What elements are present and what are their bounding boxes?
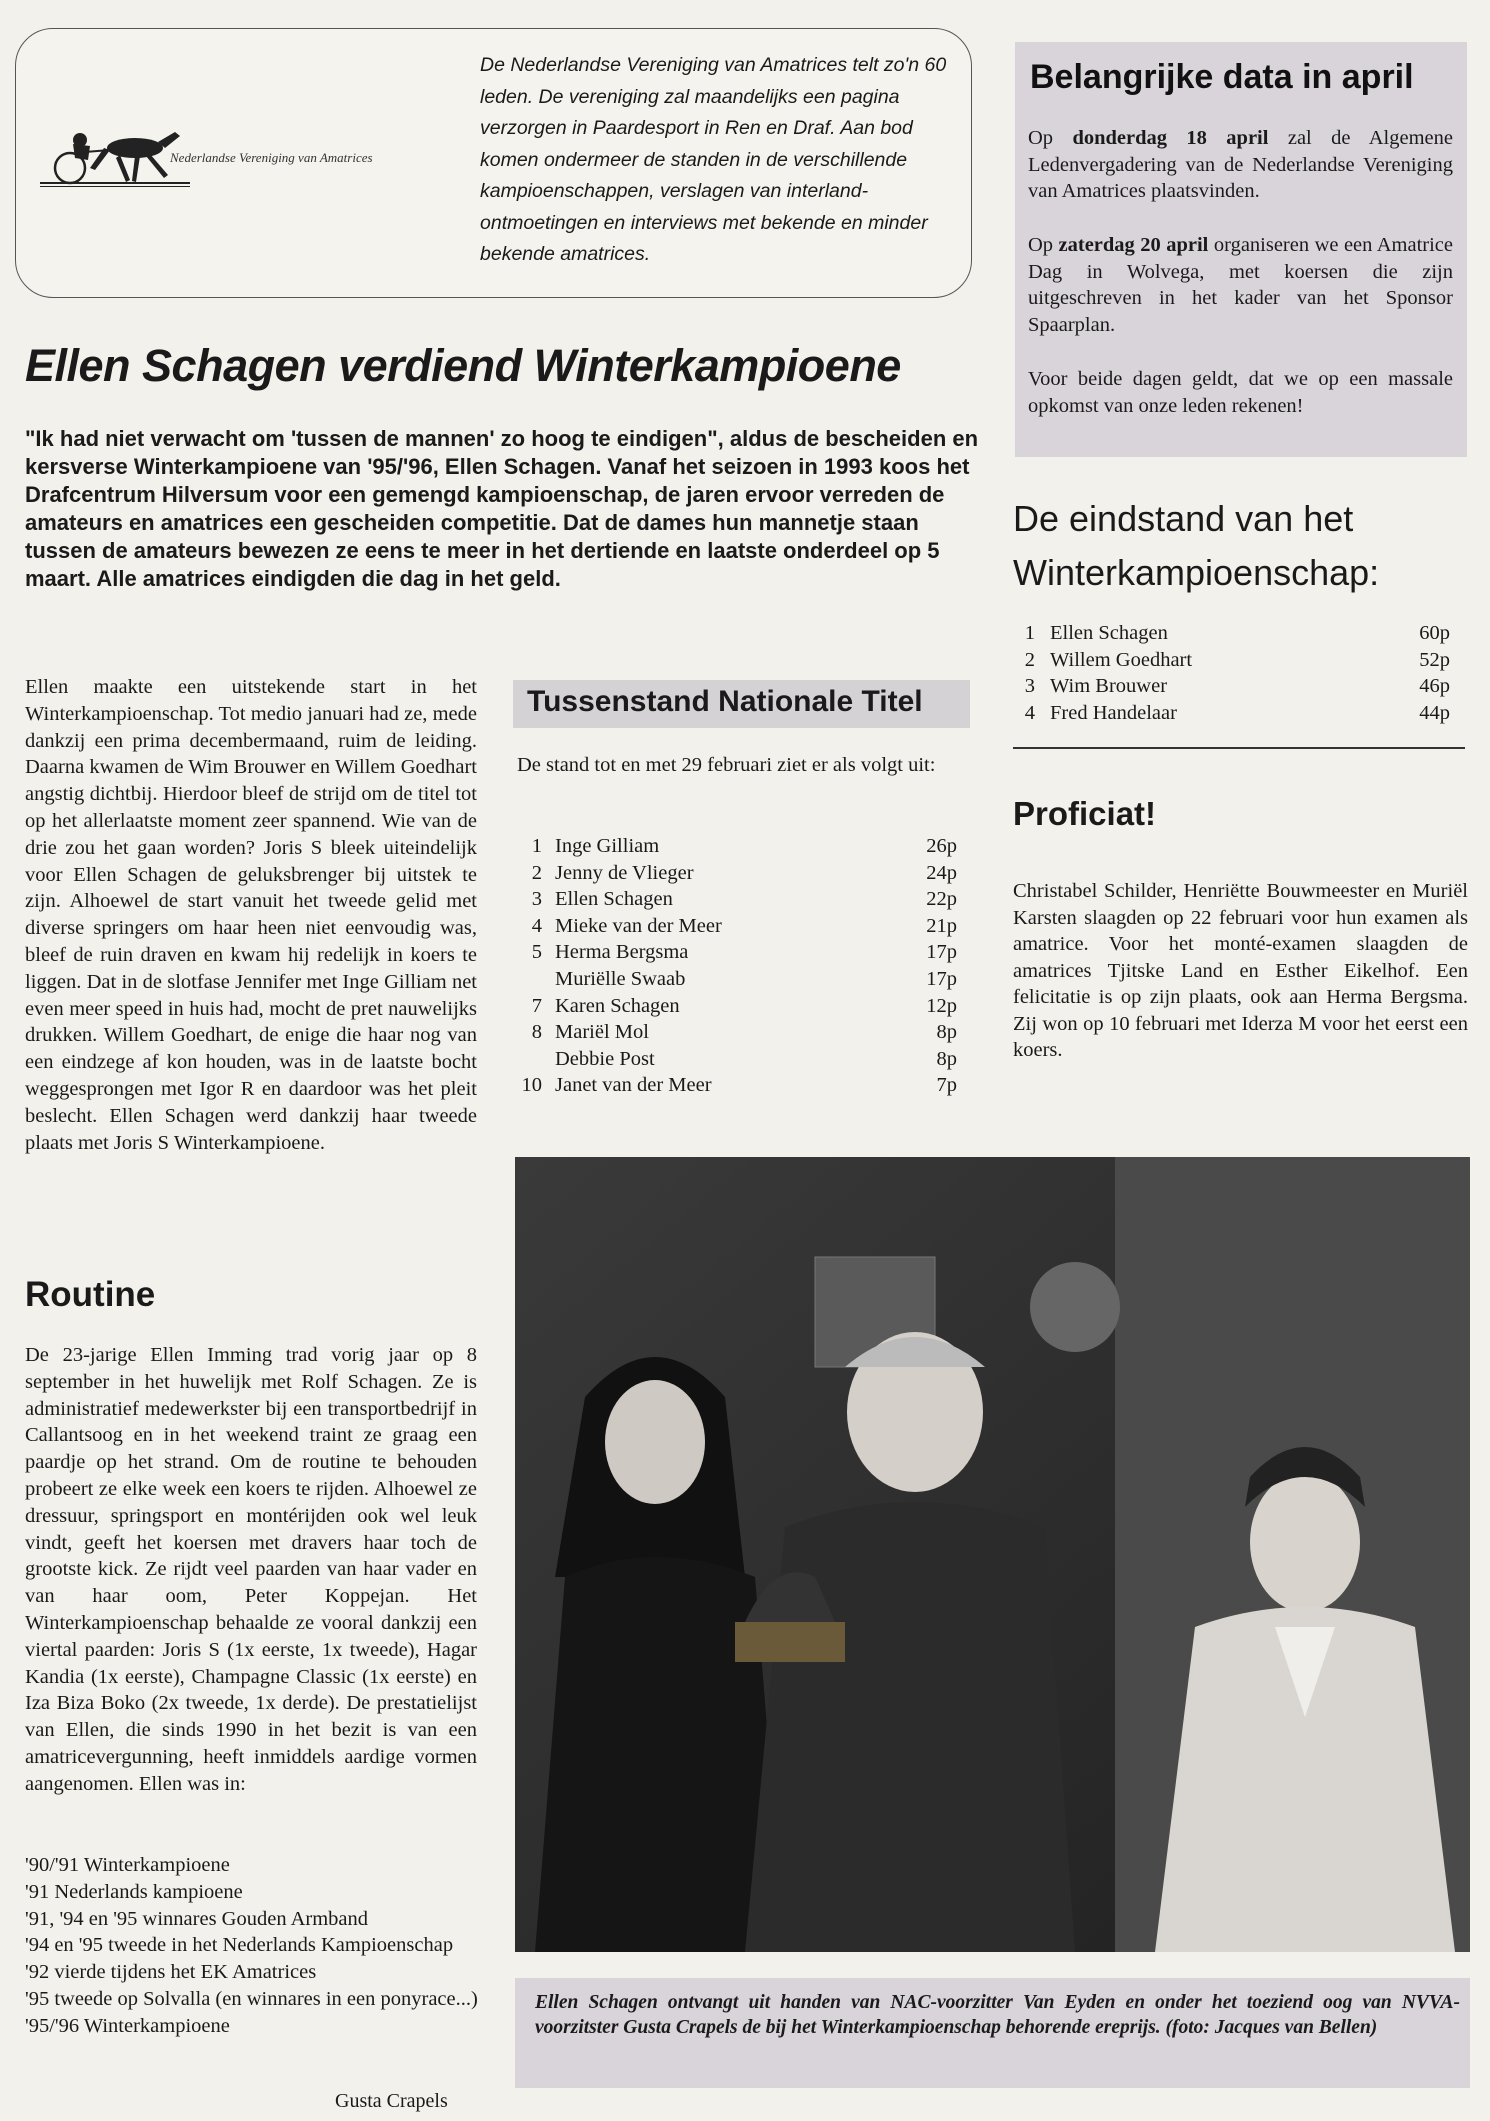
points: 21p xyxy=(926,914,957,937)
article-lead: "Ik had niet verwacht om 'tussen de mannen' zo hoog te eindigen", aldus de bescheiden en kersverse Winterkampioene van '95/'96, Ellen Schagen. Vanaf het seizoen in 1993 koos het Drafcentrum Hilversum voor een gemengd kampioenschap, de jaren ervoor verreden de amateurs en amatrices een gescheiden competitie. Dat de dames hun mannetje staan tussen de amateurs bewezen ze eens te meer in het dertiende en laatste onderdeel op 5 maart. Alle amatrices eindigden die dag in het geld. xyxy=(25,426,979,591)
points: 8p xyxy=(936,1047,957,1070)
points: 52p xyxy=(1419,648,1450,671)
rank: 8 xyxy=(531,1021,542,1044)
final-standings-row xyxy=(1010,673,1450,700)
name: Muriëlle Swaab xyxy=(555,968,686,990)
rank: 10 xyxy=(521,1074,542,1097)
rank: 1 xyxy=(1024,622,1035,644)
achievement-item: '92 vierde tijdens het EK Amatrices xyxy=(25,1961,317,1984)
points: 60p xyxy=(1419,622,1450,644)
final-standings-row xyxy=(1010,647,1450,674)
final-standings-heading: De eindstand van het Winterkampioenschap: xyxy=(1013,498,1380,593)
article-body-2: De 23-jarige Ellen Imming trad vorig jaar op 8 september in het huwelijk met Rolf Schagen. Ze is administratief medewerkster bij een transportbedrijf in Callantsoog en in het weekend traint ze graag een paardje op het strand. Om de routine te behouden probeert ze elke week een koers te rijden. Alhoewel ze dressuur, springsport en montérijden ook wel leuk vindt, geeft het koersen met dravers haar toch de grootste kick. Ze rijdt veel paarden van haar vader en van haar oom, Peter Koppejan. Het Winterkampioenschap behaalde ze vooral dankzij een viertal paarden: Joris S (1x eerste, 1x tweede), Hagar Kandia (1x eerste), Champagne Classic (1x eerste) en Iza Biza Boko (2x tweede, 1x derde). De prestatielijst van Ellen, die sinds 1990 in het bezit is van een amatricevergunning, heeft inmiddels aardige vormen aangenomen. Ellen was in: xyxy=(25,1344,477,1795)
name: Jenny de Vlieger xyxy=(555,861,694,884)
article-title: Ellen Schagen verdiend Winterkampioene xyxy=(25,340,901,391)
achievement-item: '91 Nederlands kampioene xyxy=(25,1880,243,1903)
points: 24p xyxy=(926,861,957,884)
name: Fred Handelaar xyxy=(1050,701,1177,724)
standings-title: Tussenstand Nationale Titel xyxy=(527,685,923,718)
points: 8p xyxy=(936,1021,957,1044)
rank: 5 xyxy=(531,941,542,964)
dates-paragraph-3: Voor beide dagen geldt, dat we op een massale opkomst van onze leden rekenen! xyxy=(1028,368,1453,417)
rank: 4 xyxy=(1024,701,1035,724)
rank: 4 xyxy=(531,914,542,937)
points: 44p xyxy=(1419,701,1450,724)
standings-row xyxy=(517,1072,957,1099)
dates-paragraph-2: Op zaterdag 20 april organiseren we een Amatrice Dag in Wolvega, met koersen die zijn uitgeschreven in het kader van het Sponsor Spaarplan. xyxy=(1028,234,1453,336)
final-standings-row xyxy=(1010,620,1450,647)
proficiat-heading: Proficiat! xyxy=(1013,795,1157,832)
standings-row xyxy=(517,1019,957,1046)
proficiat-text: Christabel Schilder, Henriëtte Bouwmeester en Muriël Karsten slaagden op 22 februari voor hun examen als amatrice. Voor het monté-examen slaagden de amatrices Tjitske Land en Esther Eikelhof. Een felicitatie is op zijn plaats, ook aan Herma Bergsma. Zij won op 10 februari met Iderza M voor het eerst een koers. xyxy=(1013,880,1468,1061)
achievement-item: '95 tweede op Solvalla (en winnares in een ponyrace...) xyxy=(25,1987,478,2010)
achievement-item: '91, '94 en '95 winnares Gouden Armband xyxy=(25,1907,369,1930)
name: Janet van der Meer xyxy=(555,1074,712,1097)
intro-text: De Nederlandse Vereniging van Amatrices telt zo'n 60 leden. De vereniging zal maandelijks een pagina verzorgen in Paardesport in Ren en Draf. Aan bod komen ondermeer de standen in de verschillende kampioenschappen, verslagen van interland-ontmoetingen en interviews met bekende en minder bekende amatrices. xyxy=(480,54,947,265)
name: Debbie Post xyxy=(555,1047,655,1070)
name: Willem Goedhart xyxy=(1050,648,1193,671)
rank: 2 xyxy=(1024,648,1035,671)
points: 26p xyxy=(926,835,957,857)
points: 17p xyxy=(926,941,957,964)
article-body-1: Ellen maakte een uitstekende start in het Winterkampioenschap. Tot medio januari had ze, mede dankzij een prima decembermaand, ruim de leiding. Daarna kwamen de Wim Brouwer en Willem Goedhart angstig dichtbij. Hierdoor bleef de strijd om de titel tot op het allerlaatste moment zeer spannend. Wie van de drie zou het gaan worden? Joris S bleek uiteindelijk voor Ellen Schagen de geluksbrenger bij uitstek te zijn. Alhoewel de start vanuit het tweede gelid met diverse springers om haar heen niet eenvoudig was, bleef de ruin draven en kwam hij redelijk in koers te liggen. Dat in de slotfase Jennifer met Inge Gilliam net even meer speed in huis had, mocht de pret nauwelijks drukken. Willem Goedhart, de enige die haar nog van een eindzege af kon houden, was in de laatste bocht weggesprongen met Igor R en daardoor was het pleit beslecht. Ellen Schagen werd dankzij haar tweede plaats met Joris S Winterkampioene. xyxy=(25,676,477,1154)
standings-row xyxy=(517,913,957,940)
achievement-item: '90/'91 Winterkampioene xyxy=(25,1854,230,1876)
achievement-item: '95/'96 Winterkampioene xyxy=(25,2014,230,2037)
standings-row xyxy=(517,939,957,966)
photo-caption: Ellen Schagen ontvangt uit handen van NAC-voorzitter Van Eyden en onder het toeziend oog van NVVA-voorzitster Gusta Crapels de bij het Winterkampioenschap behorende ereprijs. (foto: Jacques van Bellen) xyxy=(535,1992,1460,2038)
logo-name: Nederlandse Vereniging van Amatrices xyxy=(170,150,373,165)
points: 12p xyxy=(926,994,957,1017)
author: Gusta Crapels xyxy=(335,2090,448,2112)
name: Herma Bergsma xyxy=(555,941,689,964)
rank: 7 xyxy=(531,994,542,1017)
standings-row xyxy=(517,833,957,860)
achievement-item: '94 en '95 tweede in het Nederlands Kampioenschap xyxy=(25,1934,454,1957)
name: Karen Schagen xyxy=(555,994,680,1017)
rank: 2 xyxy=(531,861,542,884)
points: 17p xyxy=(926,968,957,990)
points: 46p xyxy=(1419,675,1450,698)
name: Ellen Schagen xyxy=(1050,622,1168,644)
final-standings-table xyxy=(1010,620,1450,730)
name: Mariël Mol xyxy=(555,1021,649,1044)
important-dates-title: Belangrijke data in april xyxy=(1030,58,1414,96)
points: 7p xyxy=(936,1074,957,1097)
points: 22p xyxy=(926,888,957,911)
standings-intro: De stand tot en met 29 februari ziet er als volgt uit: xyxy=(517,754,936,776)
standings-row xyxy=(517,966,957,993)
standings-row xyxy=(517,993,957,1020)
rank: 3 xyxy=(1024,675,1035,698)
name: Mieke van der Meer xyxy=(555,914,722,937)
routine-heading: Routine xyxy=(25,1275,156,1314)
rank: 1 xyxy=(531,835,542,857)
name: Wim Brouwer xyxy=(1050,675,1168,698)
name: Ellen Schagen xyxy=(555,888,673,911)
standings-row xyxy=(517,886,957,913)
dates-paragraph-1: Op donderdag 18 april zal de Algemene Ledenvergadering van de Nederlandse Vereniging van Amatrices plaatsvinden. xyxy=(1028,127,1453,202)
standings-row xyxy=(517,1046,957,1073)
award-photo xyxy=(515,1157,1470,1952)
standings-table xyxy=(517,833,957,1103)
name: Inge Gilliam xyxy=(555,835,660,857)
rank: 3 xyxy=(531,888,542,911)
standings-row xyxy=(517,860,957,887)
final-standings-row xyxy=(1010,700,1450,727)
achievements-list xyxy=(25,1852,480,2040)
divider xyxy=(1013,747,1465,749)
